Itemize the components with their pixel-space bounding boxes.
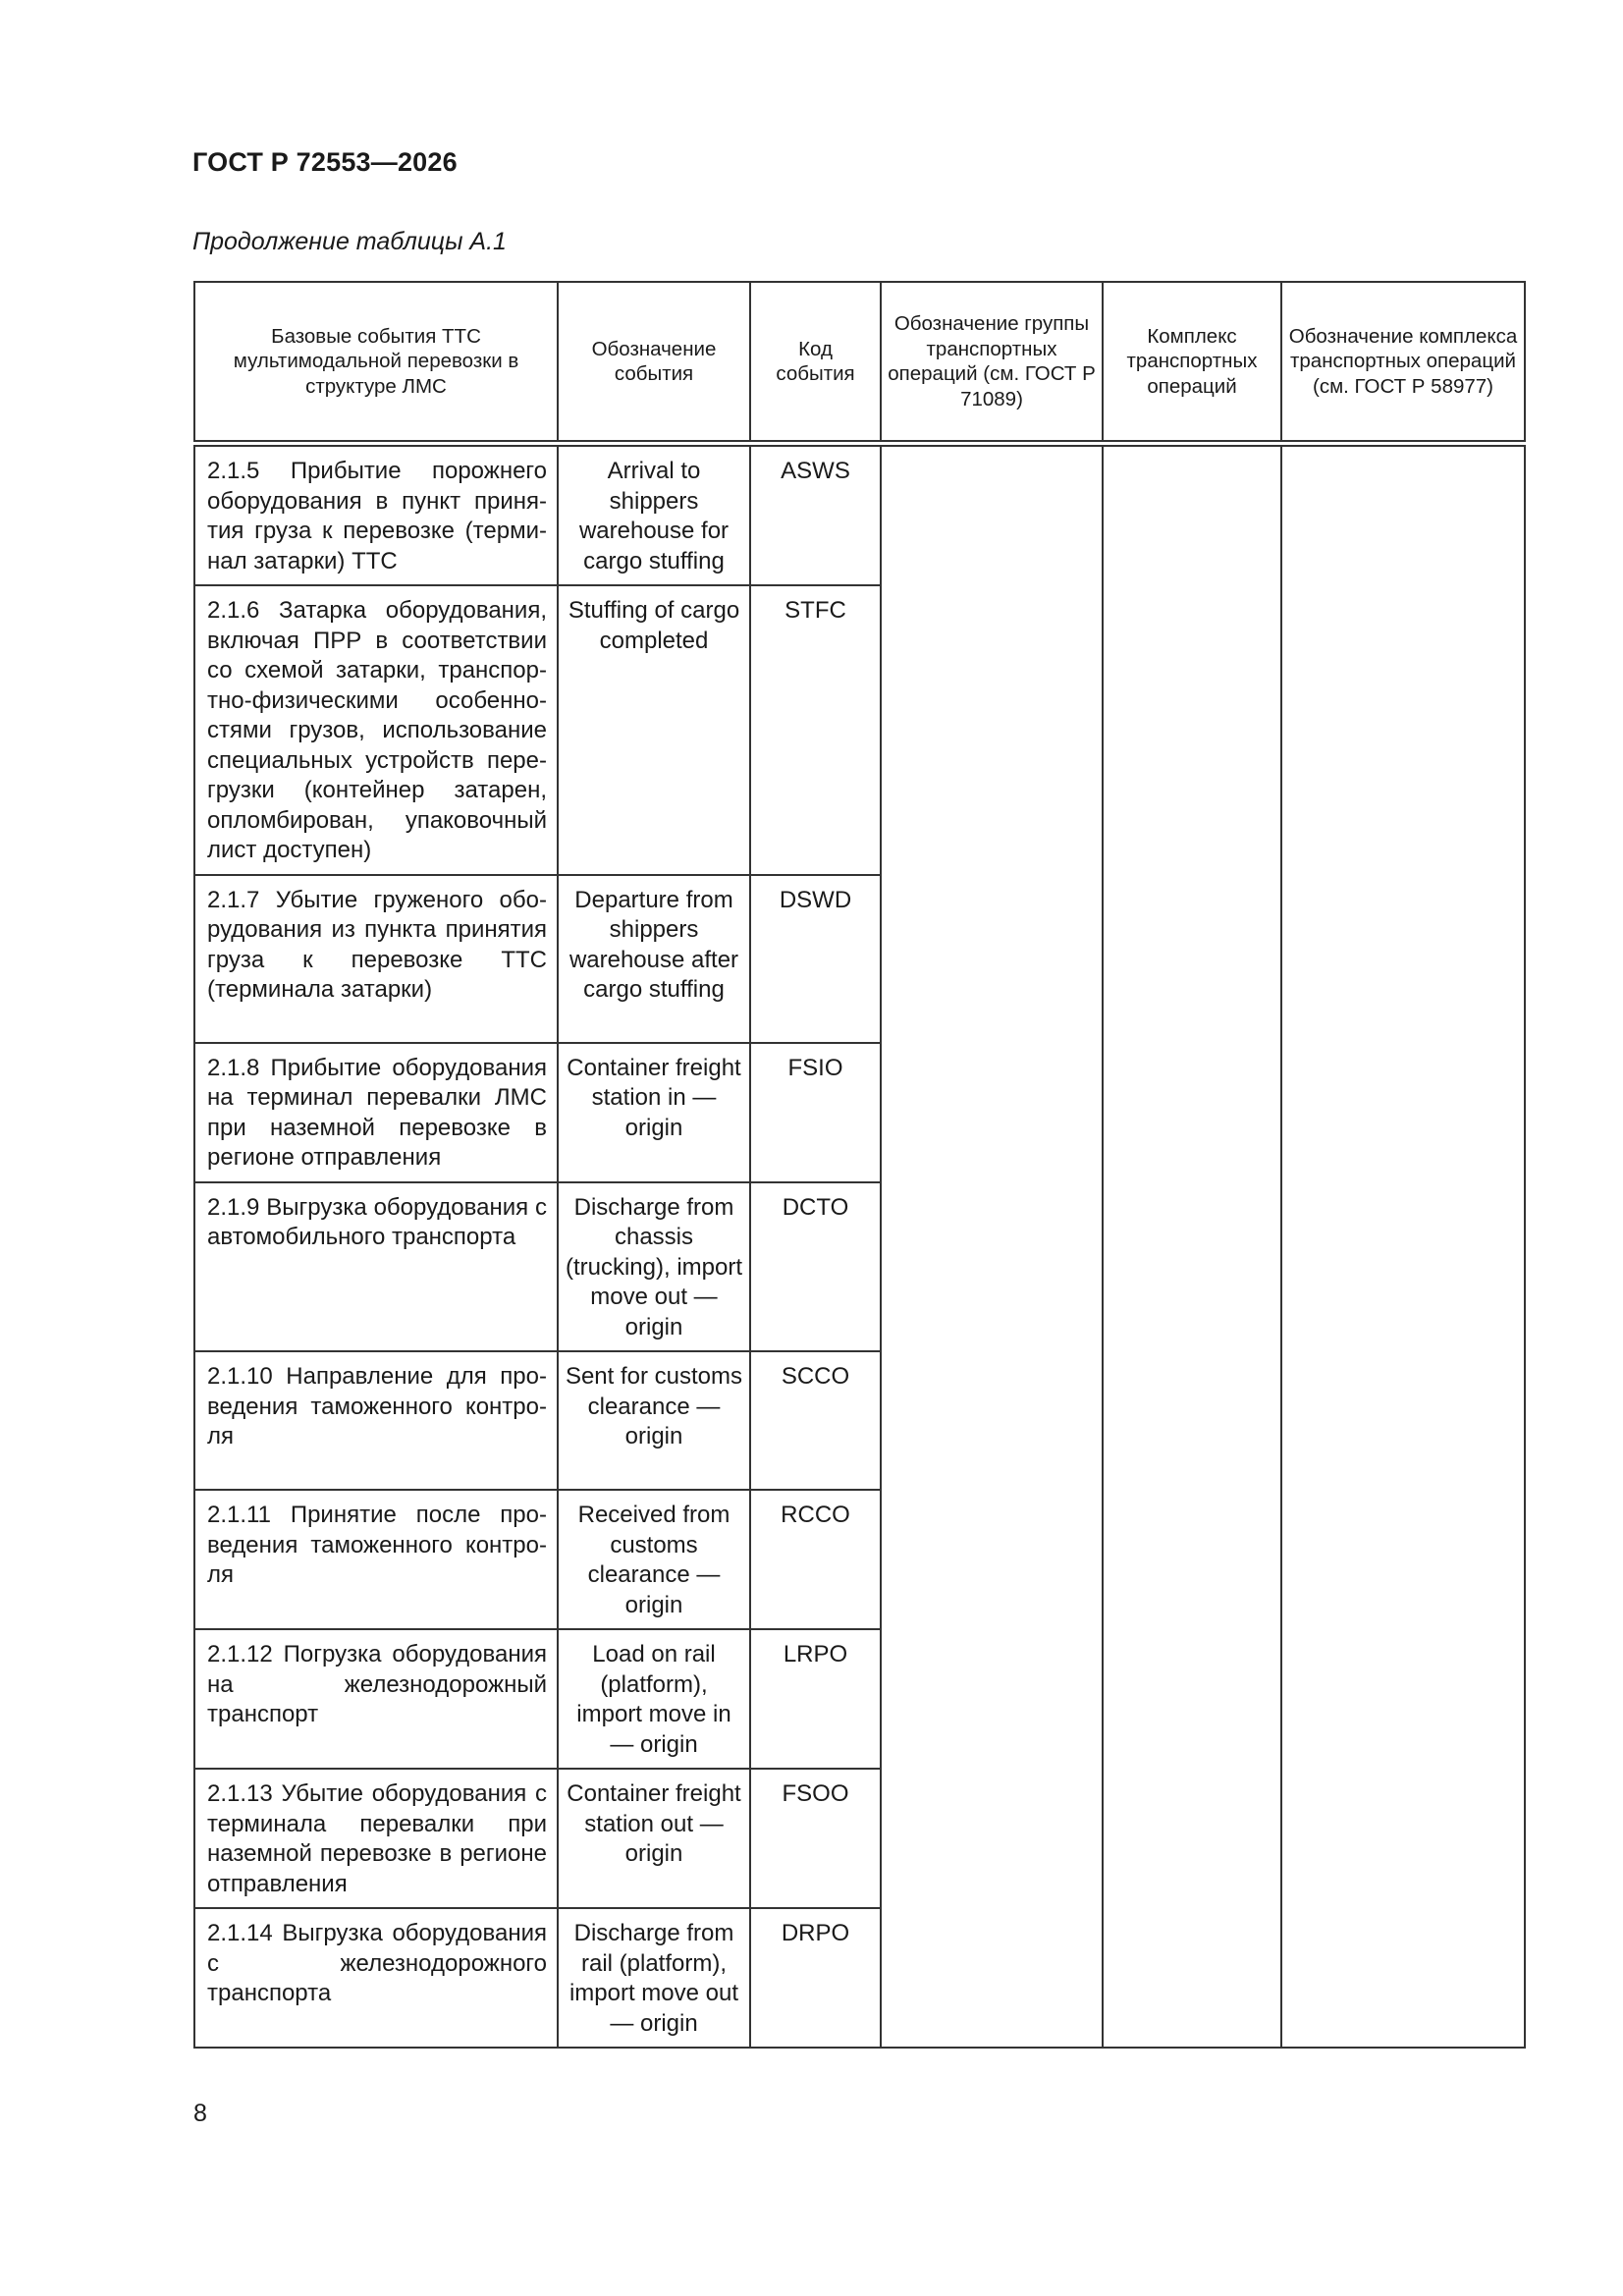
events-table <box>193 281 1526 2049</box>
designation-cell: Container freight station in — origin <box>558 1043 750 1182</box>
code-cell: RCCO <box>750 1490 881 1629</box>
code-cell: DSWD <box>750 875 881 1043</box>
code-cell: ASWS <box>750 444 881 586</box>
event-cell: 2.1.5 Прибытие порожнего оборудования в пункт принятия груза к перевозке (терминал затарки) ТТС <box>194 444 558 586</box>
table-header-row <box>194 282 1525 444</box>
table-caption: Продолжение таблицы А.1 <box>192 228 507 255</box>
column-header-label: Обозначение события <box>591 337 717 385</box>
event-cell: 2.1.9 Выгрузка оборудования с автомобильного транспорта <box>194 1182 558 1352</box>
operation-group-cell <box>881 444 1103 2049</box>
code-cell: LRPO <box>750 1629 881 1769</box>
event-cell: 2.1.14 Выгрузка оборудования с железнодорожного транспорта <box>194 1908 558 2048</box>
designation-cell: Arrival to shippers warehouse for cargo stuffing <box>558 444 750 586</box>
designation-cell: Sent for customs clearance — origin <box>558 1351 750 1490</box>
event-cell: 2.1.13 Убытие оборудования с терминала перевалки при наземной перевозке в регионе отправления <box>194 1769 558 1908</box>
code-cell: DRPO <box>750 1908 881 2048</box>
column-header-label: Обозначение группы транспортных операций (см. ГОСТ Р 71089) <box>888 312 1096 410</box>
column-header-operation-group <box>881 282 1103 444</box>
code-cell: STFC <box>750 585 881 875</box>
event-cell: 2.1.12 Погрузка оборудования на железнодорожный транспорт <box>194 1629 558 1769</box>
column-header-code <box>750 282 881 444</box>
document-header: ГОСТ Р 72553—2026 <box>192 147 458 177</box>
event-cell: 2.1.6 Затарка оборудования, включая ПРР в соответствии со схемой затарки, транспортно-физическими особенностями грузов, использование специальных устройств перегрузки (контейнер затарен, опломбирован, упаковочный лист доступен) <box>194 585 558 875</box>
designation-cell: Received from customs clearance — origin <box>558 1490 750 1629</box>
column-header-label: Комплекс транспортных операций <box>1126 324 1258 398</box>
designation-cell: Discharge from rail (platform), import move out — origin <box>558 1908 750 2048</box>
code-cell: FSIO <box>750 1043 881 1182</box>
designation-cell: Discharge from chassis (trucking), import move out — origin <box>558 1182 750 1352</box>
column-header-complex-designation <box>1281 282 1525 444</box>
designation-cell: Load on rail (platform), import move in — origin <box>558 1629 750 1769</box>
code-cell: SCCO <box>750 1351 881 1490</box>
event-cell: 2.1.10 Направление для проведения таможенного контроля <box>194 1351 558 1490</box>
column-header-label: Обозначение комплекса транспортных операций (см. ГОСТ Р 58977) <box>1288 324 1518 398</box>
event-cell: 2.1.8 Прибытие оборудования на терминал перевалки ЛМС при наземной перевозке в регионе отправления <box>194 1043 558 1182</box>
column-header-operation-complex <box>1103 282 1281 444</box>
table-row <box>194 444 1525 586</box>
operation-complex-cell <box>1103 444 1281 2049</box>
complex-designation-cell <box>1281 444 1525 2049</box>
column-header-event <box>194 282 558 444</box>
page-number: 8 <box>193 2100 207 2127</box>
code-cell: DCTO <box>750 1182 881 1352</box>
column-header-label: Базовые события ТТС мультимодальной перевозки в структуре ЛМС <box>233 324 519 398</box>
designation-cell: Stuffing of cargo completed <box>558 585 750 875</box>
designation-cell: Departure from shippers warehouse after cargo stuffing <box>558 875 750 1043</box>
code-cell: FSOO <box>750 1769 881 1908</box>
event-cell: 2.1.7 Убытие груженого оборудования из пункта принятия груза к перевозке ТТС (терминала затарки) <box>194 875 558 1043</box>
event-cell: 2.1.11 Принятие после проведения таможенного контроля <box>194 1490 558 1629</box>
column-header-label: Код события <box>776 337 855 385</box>
designation-cell: Container freight station out — origin <box>558 1769 750 1908</box>
column-header-designation <box>558 282 750 444</box>
